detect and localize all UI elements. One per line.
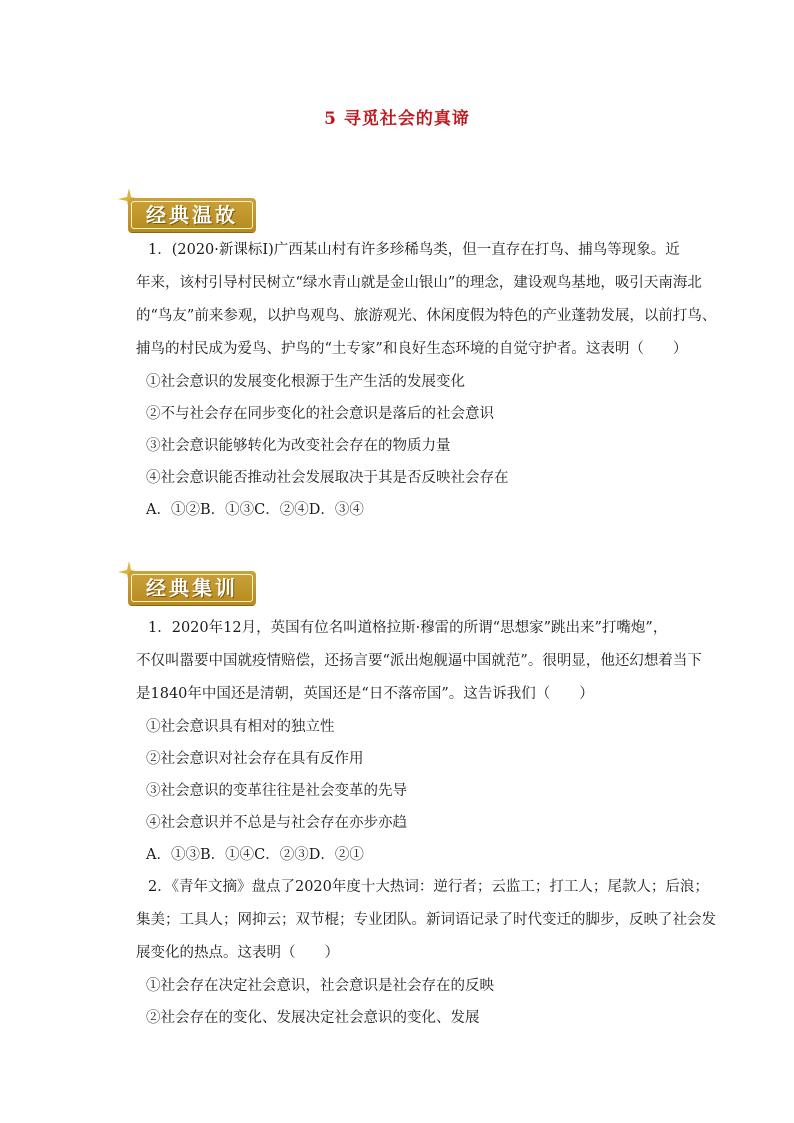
badge-label: 经典温故: [146, 203, 238, 227]
option-item: ②不与社会存在同步变化的社会意识是落后的社会意识: [146, 406, 494, 422]
page-title: 5 寻觅社会的真谛: [324, 109, 470, 129]
option-item: ②社会存在的变化、发展决定社会意识的变化、发展: [146, 1010, 480, 1026]
question-line: 展变化的热点。这表明（ ）: [136, 945, 339, 961]
option-item: ③社会意识的变革往往是社会变革的先导: [146, 783, 407, 799]
answer-choices: A．①②B．①③C．②④D．③④: [146, 502, 364, 518]
badge-label: 经典集训: [146, 576, 238, 600]
question-line: 年来，该村引导村民树立“绿水青山就是金山银山”的理念，建设观鸟基地，吸引天南海北: [136, 275, 702, 291]
answer-choices: A．①③B．①④C．②③D．②①: [146, 847, 364, 863]
option-item: ①社会意识具有相对的独立性: [146, 719, 335, 735]
option-item: ④社会意识能否推动社会发展取决于其是否反映社会存在: [146, 470, 509, 486]
question-line: 不仅叫嚣要中国就疫情赔偿，还扬言要“派出炮舰逼中国就范”。很明显，他还幻想着当下: [136, 653, 702, 669]
question-line: 捕鸟的村民成为爱鸟、护鸟的“土专家”和良好生态环境的自觉守护者。这表明（ ）: [136, 341, 688, 357]
option-item: ①社会意识的发展变化根源于生产生活的发展变化: [146, 374, 465, 390]
option-item: ②社会意识对社会存在具有反作用: [146, 751, 364, 767]
badge-box: [128, 198, 256, 232]
option-item: ①社会存在决定社会意识，社会意识是社会存在的反映: [146, 978, 494, 994]
question-line: 集美；工具人；网抑云；双节棍；专业团队。新词语记录了时代变迁的脚步，反映了社会发: [136, 912, 716, 928]
question-line: 是1840年中国还是清朝，英国还是“日不落帝国”。这告诉我们（ ）: [136, 686, 594, 702]
question-line: 2．《青年文摘》盘点了2020年度十大热词：逆行者；云监工；打工人；尾款人；后浪；: [148, 879, 709, 895]
question-line: 1．(2020·新课标Ⅰ)广西某山村有许多珍稀鸟类，但一直存在打鸟、捕鸟等现象。近: [148, 242, 680, 258]
option-item: ③社会意识能够转化为改变社会存在的物质力量: [146, 438, 451, 454]
badge-box: [128, 571, 256, 605]
question-line: 1．2020年12月，英国有位名叫道格拉斯·穆雷的所谓“思想家”跳出来”打嘴炮”，: [148, 620, 668, 636]
question-line: 的“鸟友”前来参观，以护鸟观鸟、旅游观光、休闲度假为特色的产业蓬勃发展，以前打鸟、: [136, 308, 717, 324]
option-item: ④社会意识并不总是与社会存在亦步亦趋: [146, 815, 407, 831]
